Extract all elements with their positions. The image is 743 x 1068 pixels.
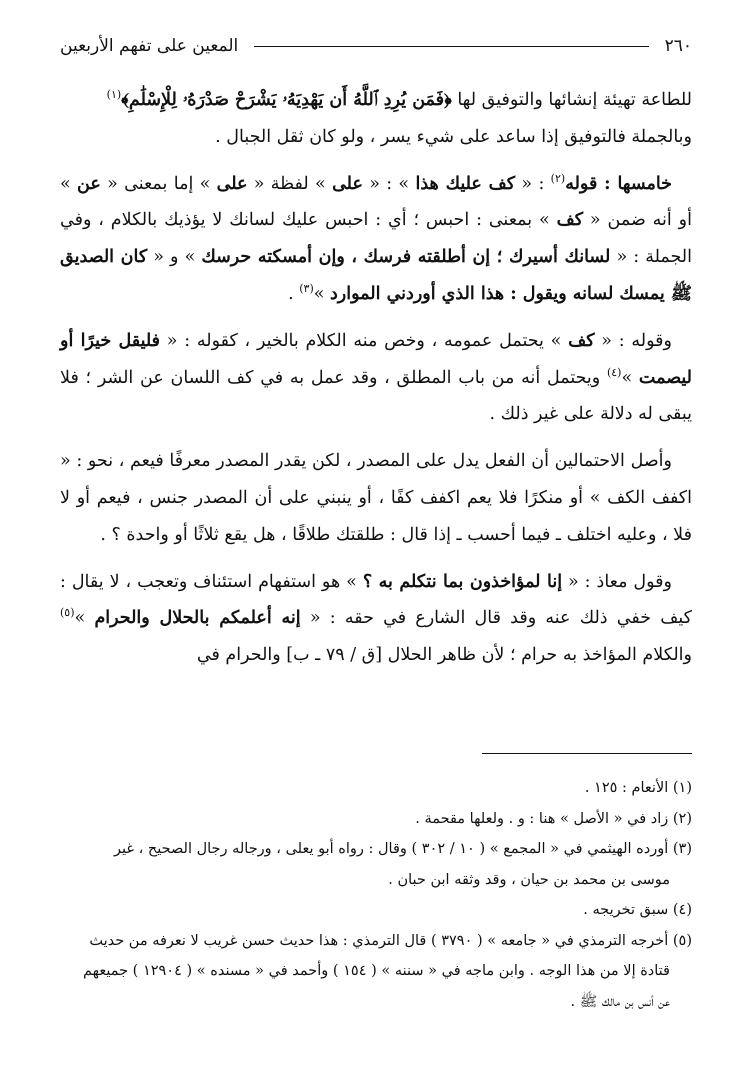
paragraph-1 bbox=[60, 82, 692, 156]
footnote-5-line3: عن أنس بن مالك ﷺ . bbox=[570, 993, 670, 1010]
footnote-ref-5: (٥) bbox=[60, 606, 75, 620]
hadith-phrase: فليقل خيرًا أو ليصمت bbox=[60, 330, 692, 388]
hadith-phrase: إنه أعلمكم بالحلال والحرام bbox=[94, 608, 301, 629]
paragraph-3 bbox=[60, 323, 692, 433]
p2-text: : « bbox=[515, 173, 551, 194]
page-header bbox=[60, 26, 692, 66]
footnote-3 bbox=[60, 834, 692, 895]
footnote-3-line1: (٣) أورده الهيثمي في « المجمع » ( ١٠ / ٣٠٢ ) وقال : رواه أبو يعلى ، ورجاله رجال الصحيح ، غير bbox=[114, 841, 692, 857]
keyword: كف bbox=[568, 330, 595, 351]
p2-text: » بمعنى : احبس ؛ أي : احبس عليك لسانك لا يؤذيك بالكلام ، وفي الجملة : « bbox=[60, 210, 692, 268]
footnote-5 bbox=[60, 926, 692, 1018]
p2-text: » لفظة « bbox=[247, 173, 333, 194]
footnote-5-line2: قتادة إلا من هذا الوجه . وابن ماجه في « سننه » ( ١٥٤ ) وأحمد في « مسنده » ( ١٢٩٠٤ ) جميعهم bbox=[83, 963, 670, 979]
footnote-ref-3: (٣) bbox=[299, 282, 314, 296]
p3-text: » يحتمل عمومه ، وخص منه الكلام بالخير ، كقوله : « bbox=[160, 330, 569, 351]
hadith-phrase: إنا لمؤاخذون بما نتكلم به ؟ bbox=[362, 571, 563, 592]
header-rule bbox=[254, 46, 648, 47]
p5-text: والكلام المؤاخذ به حرام ؛ لأن ظاهر الحلال [ق / ٧٩ ـ ب] والحرام في bbox=[196, 645, 692, 666]
footnote-separator bbox=[482, 753, 692, 754]
footnote-2: (٢) زاد في « الأصل » هنا : و . ولعلها مقحمة . bbox=[415, 810, 692, 827]
quran-verse: ﴿فَمَن يُرِدِ ٱللَّهُ أَن يَهْدِيَهُۥ يَشْرَحْ صَدْرَهُۥ لِلْإِسْلَٰمِ﴾ bbox=[121, 90, 452, 110]
p4-text: وأصل الاحتمالين أن الفعل يدل على المصدر ، لكن يقدر المصدر معرفًا فيعم ، نحو : « اكفف الكف » أو منكرًا فلا يعم اكفف كفًا ، أو ينبني على أن المصدر جنس ، فيعم أو لا فلا ، وعليه اختلف ـ فيما أحسب ـ إذا قال : طلقتك طلاقًا ، هل يقع ثلاثًا أو واحدة ؟ . bbox=[60, 451, 692, 545]
footnote-ref-1: (١) bbox=[106, 88, 122, 102]
p3-text: » bbox=[621, 367, 639, 388]
p2-text: » bbox=[313, 283, 331, 304]
book-page bbox=[60, 26, 692, 1046]
p2-text: » : « bbox=[362, 173, 416, 194]
hadith-phrase: كف عليك هذا bbox=[415, 173, 516, 194]
paragraph-2 bbox=[60, 166, 692, 313]
p2-text: » أو أنه ضمن « bbox=[60, 173, 692, 231]
footnotes bbox=[60, 773, 692, 1017]
p5-text: وقول معاذ : « bbox=[562, 571, 672, 592]
p2-lead: خامسها : قوله bbox=[565, 173, 672, 194]
p5-text: » هو استفهام استئناف وتعجب ، لا يقال : كيف خفي ذلك عنه وقد قال الشارع في حقه : « bbox=[60, 571, 692, 629]
p2-text: » و « bbox=[147, 247, 202, 268]
p2-text: . bbox=[288, 283, 300, 304]
p3-text: وقوله : « bbox=[594, 330, 672, 351]
p5-text: » bbox=[74, 608, 95, 629]
keyword: عن bbox=[77, 173, 101, 194]
p1-text: للطاعة تهيئة إنشائها والتوفيق لها bbox=[451, 90, 692, 110]
paragraph-5 bbox=[60, 564, 692, 674]
quote: لسانك أسيرك ؛ إن أطلقته فرسك ، وإن أمسكته حرسك bbox=[201, 247, 611, 268]
footnote-5-line1: (٥) أخرجه الترمذي في « جامعه » ( ٣٧٩٠ ) قال الترمذي : هذا حديث حسن غريب لا نعرفه من حديث bbox=[89, 932, 692, 949]
running-title: المعين على تفهم الأربعين bbox=[60, 36, 239, 56]
p1-line2: وبالجملة فالتوفيق إذا ساعد على شيء يسر ، ولو كان ثقل الجبال . bbox=[215, 126, 692, 147]
p3-text: ويحتمل أنه من باب المطلق ، وقد عمل به في كف اللسان عن الشر ؛ فلا يبقى له دلالة على غير ذلك . bbox=[60, 367, 692, 425]
footnote-ref-2: (٢) bbox=[550, 171, 566, 185]
keyword: على bbox=[216, 173, 248, 194]
main-text bbox=[60, 82, 692, 674]
paragraph-4 bbox=[60, 443, 692, 553]
footnote-3-line2: موسى بن محمد بن حيان ، وقد وثقه ابن حبان . bbox=[388, 871, 670, 888]
page-number: ٢٦٠ bbox=[664, 36, 692, 56]
footnote-4: (٤) سبق تخريجه . bbox=[583, 902, 692, 918]
keyword: على bbox=[332, 173, 363, 194]
footnote-ref-4: (٤) bbox=[606, 365, 622, 379]
footnote-1: (١) الأنعام : ١٢٥ . bbox=[584, 780, 692, 796]
keyword: كف bbox=[556, 210, 584, 231]
quote: كان الصديق ﷺ يمسك لسانه ويقول : هذا الذي أوردني الموارد bbox=[60, 247, 692, 304]
p2-text: » إما بمعنى « bbox=[100, 173, 217, 194]
